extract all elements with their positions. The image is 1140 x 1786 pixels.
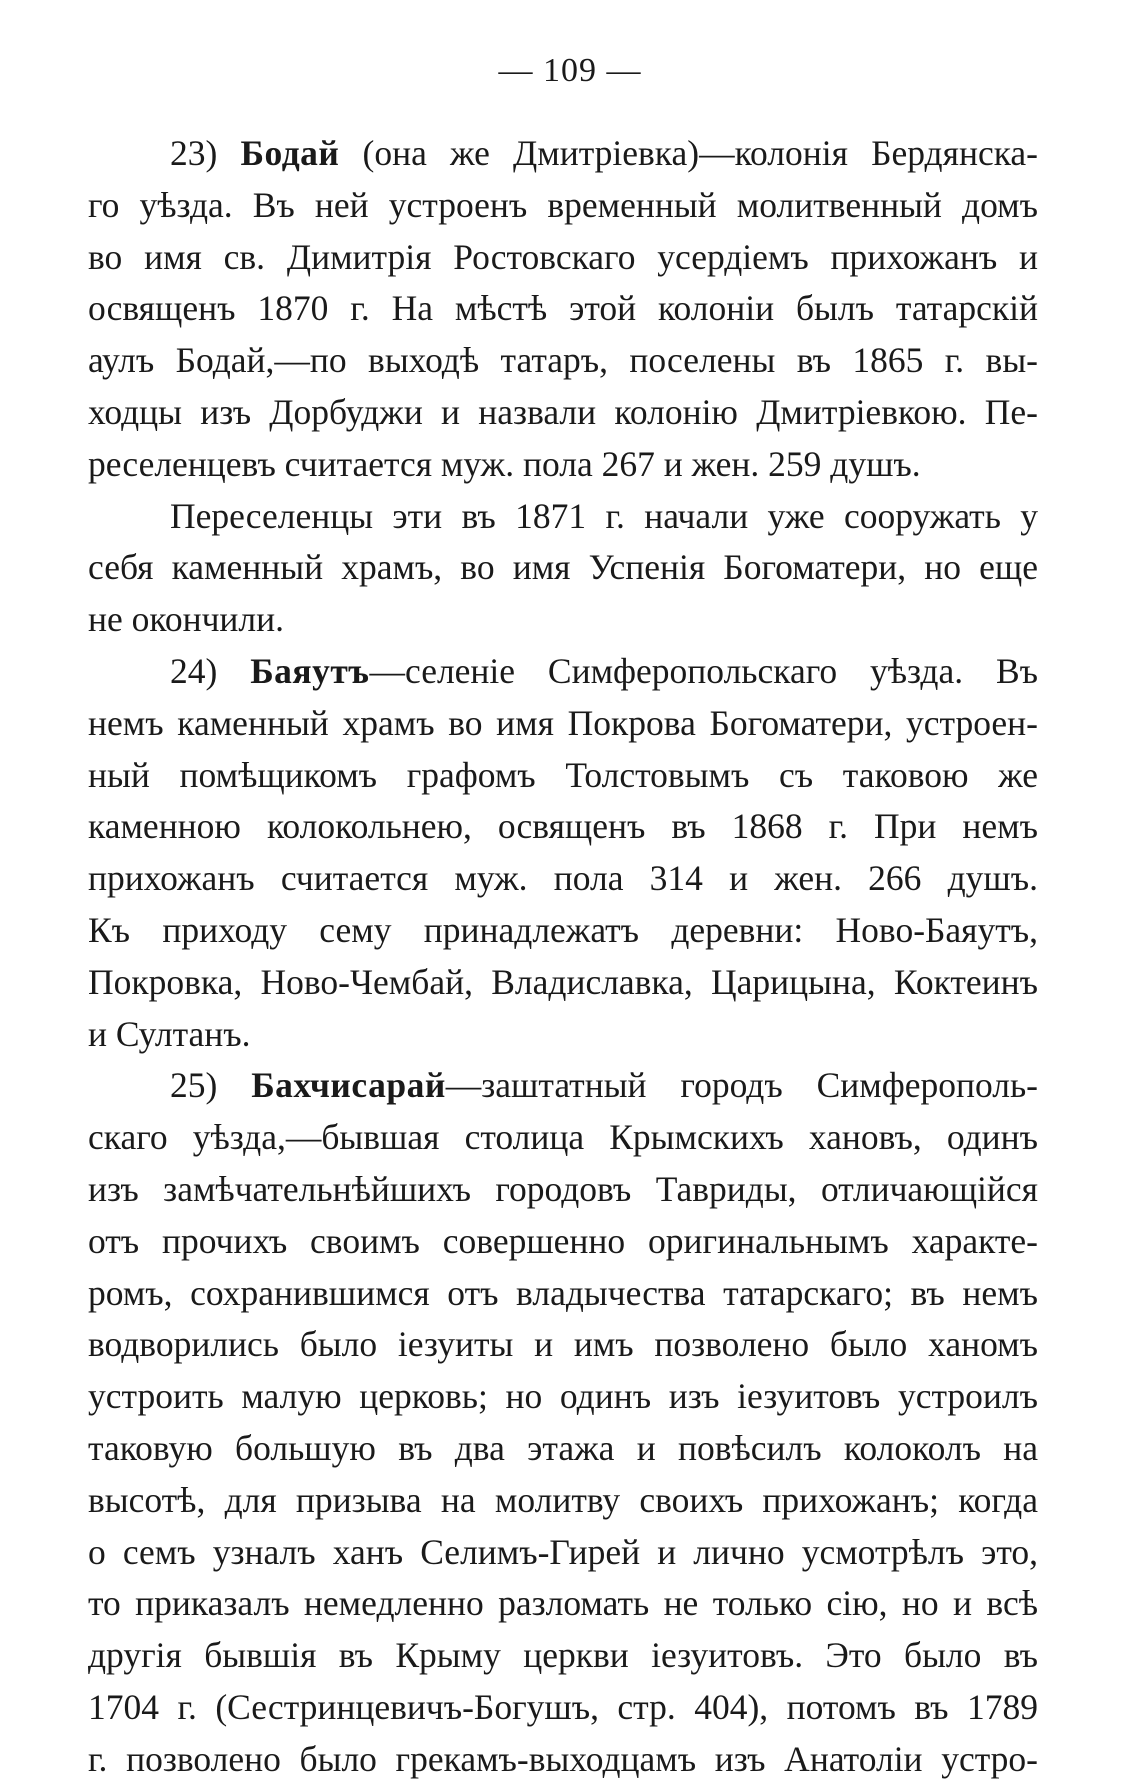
text-line: Покровка, Ново-Чембай, Владиславка, Царицына, Коктеинъ: [88, 961, 1038, 1002]
entry-number: 24): [170, 650, 218, 691]
text-line: [88, 128, 1038, 180]
text-line: и Султанъ.: [88, 1013, 251, 1054]
entry-25: [88, 1060, 1038, 1785]
text-line: устроить малую церковь; но одинъ изъ іезуитовъ устроилъ: [88, 1376, 1038, 1417]
text-line: немъ каменный храмъ во имя Покрова Богоматери, устроен-: [88, 702, 1038, 743]
text-line: изъ замѣчательнѣйшихъ городовъ Тавриды, отличающійся: [88, 1168, 1038, 1209]
text-line: 1704 г. (Сестринцевичъ-Богушъ, стр. 404), потомъ въ 1789: [88, 1686, 1038, 1727]
text-line: скаго уѣзда,—бывшая столица Крымскихъ хановъ, одинъ: [88, 1117, 1038, 1158]
text-line: ный помѣщикомъ графомъ Толстовымъ съ таковою же: [88, 754, 1038, 795]
text-line: [88, 646, 1038, 698]
entry-number: 25): [170, 1065, 218, 1106]
text-line: [88, 1060, 1038, 1112]
text-line: ромъ, сохранившимся отъ владычества татарскаго; въ немъ: [88, 1272, 1038, 1313]
page-number: — 109 —: [498, 52, 642, 89]
text-line: аулъ Бодай,—по выходѣ татаръ, поселены въ 1865 г. вы-: [88, 340, 1038, 381]
text-line-content: (она же Дмитріевка)—колонія Бердянска-: [339, 133, 1038, 173]
text-line-content: —селеніе Симферопольскаго уѣзда. Въ: [369, 650, 1038, 691]
text-line: каменною колокольнею, освященъ въ 1868 г. При немъ: [88, 806, 1038, 847]
entry-24: [88, 646, 1038, 1060]
entry-title: Бахчисарай: [251, 1065, 446, 1106]
entry-title: Бодай: [240, 133, 340, 173]
text-line-content: —заштатный городъ Симферополь-: [445, 1065, 1039, 1106]
text-line: Переселенцы эти въ 1871 г. начали уже сооружать у: [170, 495, 1038, 536]
text-line: себя каменный храмъ, во имя Успенія Богоматери, но еще: [88, 547, 1038, 588]
text-line: таковую большую въ два этажа и повѣсилъ колоколъ на: [88, 1427, 1038, 1468]
text-line: водворились было іезуиты и имъ позволено было ханомъ: [88, 1324, 1038, 1365]
text-line: прихожанъ считается муж. пола 314 и жен. 266 душъ.: [88, 858, 1038, 899]
text-line: другія бывшія въ Крыму церкви іезуитовъ. Это было въ: [88, 1635, 1038, 1676]
text-line: го уѣзда. Въ ней устроенъ временный молитвенный домъ: [88, 184, 1038, 225]
text-line: реселенцевъ считается муж. пола 267 и жен. 259 душъ.: [88, 443, 921, 484]
text-line: Къ приходу сему принадлежатъ деревни: Ново-Баяутъ,: [88, 909, 1038, 950]
text-line: то приказалъ немедленно разломать не только сію, но и всѣ: [88, 1583, 1038, 1624]
entry-23: [88, 128, 1038, 491]
text-line: освященъ 1870 г. На мѣстѣ этой колоніи былъ татарскій: [88, 288, 1038, 329]
text-line: г. позволено было грекамъ-выходцамъ изъ Анатоліи устро-: [88, 1738, 1038, 1779]
text-line: отъ прочихъ своимъ совершенно оригинальнымъ характе-: [88, 1220, 1038, 1261]
entry-23-continuation: [88, 491, 1038, 646]
page-text: [88, 128, 1038, 1786]
entry-title: Баяутъ: [250, 650, 370, 691]
entry-number: 23): [170, 133, 218, 173]
text-line: ходцы изъ Дорбуджи и назвали колонію Дмитріевкою. Пе-: [88, 391, 1038, 432]
text-line: во имя св. Димитрія Ростовскаго усердіемъ прихожанъ и: [88, 236, 1038, 277]
text-line: не окончили.: [88, 599, 285, 640]
text-line: высотѣ, для призыва на молитву своихъ прихожанъ; когда: [88, 1479, 1038, 1520]
text-line: о семъ узналъ ханъ Селимъ-Гирей и лично усмотрѣлъ это,: [88, 1531, 1038, 1572]
